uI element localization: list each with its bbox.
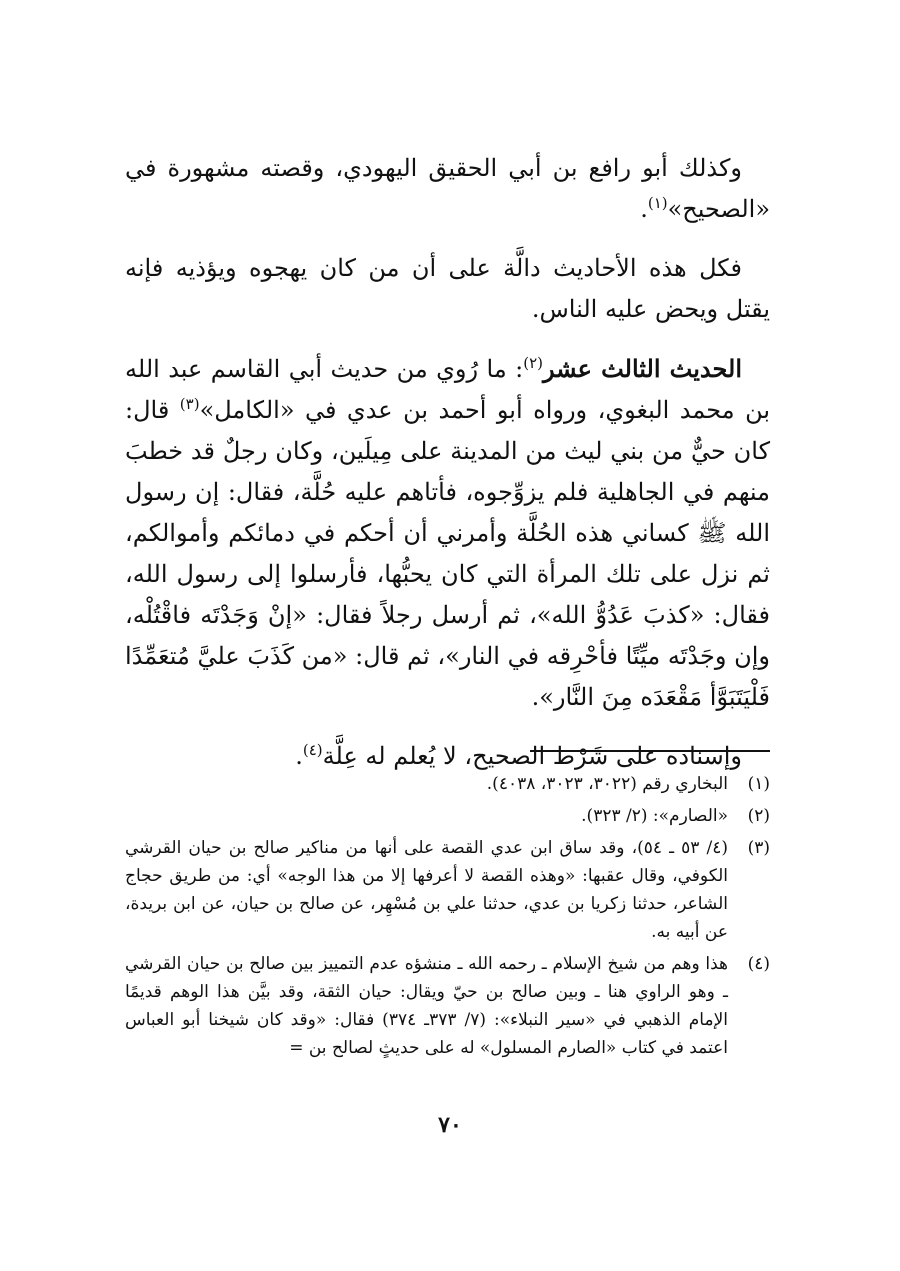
- hadith-title: الحديث الثالث عشر: [543, 354, 742, 383]
- paragraph-1-text: وكذلك أبو رافع بن أبي الحقيق اليهودي، وقصته مشهورة في «الصحيح»: [125, 154, 770, 223]
- paragraph-2: [125, 248, 770, 330]
- paragraph-4-text: وإسناده على شَرْط الصحيح، لا يُعلم له عِلَّة: [322, 742, 742, 770]
- footnote-text: «الصارم»: (٢/ ٣٢٣).: [581, 806, 728, 826]
- footnote-number: (٤): [747, 954, 770, 974]
- footnote-text: البخاري رقم (٣٠٢٢، ٣٠٢٣، ٤٠٣٨).: [486, 774, 728, 794]
- paragraph-2-text: فكل هذه الأحاديث دالَّة على أن من كان يهجوه ويؤذيه فإنه يقتل ويحض عليه الناس.: [125, 254, 770, 323]
- paragraph-3-text-a: : ما رُوي من حديث أبي القاسم عبد الله بن محمد البغوي، ورواه أبو أحمد بن عدي في «الكامل»: [125, 355, 771, 424]
- footnote-ref-1[interactable]: (١): [647, 194, 668, 212]
- footnote-number: (٢): [747, 806, 770, 826]
- paragraph-4-end: .: [295, 742, 303, 770]
- footnote-item: [125, 950, 770, 1062]
- footnote-ref-3[interactable]: (٣): [179, 395, 200, 413]
- footnote-number: (٣): [747, 838, 770, 858]
- footnote-separator: [530, 750, 770, 752]
- page-number: ٧٠: [438, 1112, 462, 1138]
- paragraph-3: [125, 348, 770, 718]
- paragraph-3-text-b: قال: كان حيٌّ من بني ليث من المدينة على مِيلَين، وكان رجلٌ قد خطبَ منهم في الجاهلية فلم يزوِّجوه، فأتاهم عليه حُلَّة، فقال: إن رسول الله ﷺ كساني هذه الحُلَّة وأمرني أن أحكم في دمائكم وأموالكم، ثم نزل على تلك المرأة التي كان يحبُّها، فأرسلوا إلى رسول الله، فقال: «كذبَ عَدُوُّ الله»، ثم أرسل رجلاً فقال: «إنْ وَجَدْتَه فاقْتُلْه، وإن وجَدْتَه ميِّتًا فأحْرِقه في النار»، ثم قال: «من كَذَبَ عليَّ مُتعَمِّدًا فَلْيَتَبَوَّأ مَقْعَدَه مِنَ النَّار».: [125, 396, 770, 711]
- footnote-item: [125, 770, 770, 798]
- main-text: [125, 148, 770, 795]
- footnote-number: (١): [747, 774, 770, 794]
- footnote-ref-4[interactable]: (٤): [302, 741, 323, 759]
- footnotes: [125, 770, 770, 1066]
- paragraph-1-end: .: [640, 195, 648, 223]
- footnote-ref-2[interactable]: (٢): [523, 354, 543, 372]
- paragraph-1: [125, 148, 770, 230]
- footnote-item: [125, 834, 770, 946]
- footnote-text: هذا وهم من شيخ الإسلام ـ رحمه الله ـ منشؤه عدم التمييز بين صالح بن حيان القرشي ـ وهو الراوي هنا ـ وبين صالح بن حيّ ويقال: حيان الثقة، وقد بيَّن هذا الوهم قديمًا الإمام الذهبي في «سير النبلاء»: (٧/ ٣٧٣ـ ٣٧٤) فقال: «وقد كان شيخنا أبو العباس اعتمد في كتاب «الصارم المسلول» له على حديثٍ لصالح بن =: [125, 954, 728, 1058]
- footnote-text: (٤/ ٥٣ ـ ٥٤)، وقد ساق ابن عدي القصة على أنها من مناكير صالح بن حيان القرشي الكوفي، وقال عقبها: «وهذه القصة لا أعرفها إلا من هذا الوجه» أي: من طريق حجاج الشاعر، حدثنا زكريا بن عدي، حدثنا علي بن مُسْهِر، عن صالح بن حيان، عن ابن بريدة، عن أبيه به.: [125, 838, 728, 942]
- footnote-item: [125, 802, 770, 830]
